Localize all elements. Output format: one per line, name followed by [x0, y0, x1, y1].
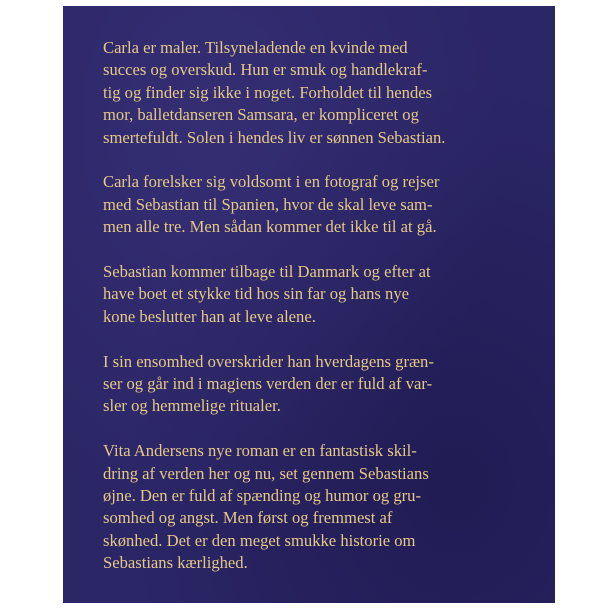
- blurb-line: mor, balletdanseren Samsara, er kompliceret og: [103, 105, 419, 125]
- blurb-line: men alle tre. Men sådan kommer det ikke til at gå.: [103, 217, 437, 237]
- paragraph-2: [103, 171, 548, 238]
- blurb-line: Vita Andersens nye roman er en fantastisk skil-: [103, 441, 417, 461]
- blurb-line: kone beslutter han at leve alene.: [103, 306, 316, 326]
- blurb-line: Sebastians kærlighed.: [103, 553, 248, 573]
- blurb-line: Carla er maler. Tilsyneladende en kvinde med: [103, 38, 408, 57]
- blurb-line: med Sebastian til Spanien, hvor de skal leve sam-: [103, 194, 433, 214]
- blurb-line: ser og går ind i magiens verden der er fuld af var-: [103, 374, 433, 394]
- blurb-line: Carla forelsker sig voldsomt i en fotograf og rejser: [103, 172, 440, 192]
- paragraph-3: [103, 261, 548, 328]
- blurb-line: tig og finder sig ikke i noget. Forholdet til hendes: [103, 82, 433, 102]
- blurb-line: skønhed. Det er den meget smukke historie om: [103, 530, 416, 550]
- blurb-line: somhed og angst. Men først og fremmest af: [103, 508, 393, 528]
- paragraph-1: [103, 37, 548, 149]
- blurb-line: have boet et stykke tid hos sin far og hans nye: [103, 284, 409, 304]
- paragraph-5: [103, 440, 548, 574]
- paragraph-4: [103, 351, 548, 418]
- blurb-line: Sebastian kommer tilbage til Danmark og efter at: [103, 262, 431, 282]
- blurb-line: succes og overskud. Hun er smuk og handlekraf-: [103, 60, 428, 80]
- blurb-line: dring af verden her og nu, set gennem Sebastians: [103, 463, 429, 483]
- blurb-line: sler og hemmelige ritualer.: [103, 396, 281, 416]
- blurb-line: I sin ensomhed overskrider han hverdagens græn-: [103, 351, 434, 371]
- blurb-text: [103, 37, 548, 597]
- blurb-line: øjne. Den er fuld af spænding og humor og gru-: [103, 486, 421, 506]
- blurb-line: smertefuldt. Solen i hendes liv er sønnen Sebastian.: [103, 127, 446, 147]
- book-back-cover: [63, 6, 555, 603]
